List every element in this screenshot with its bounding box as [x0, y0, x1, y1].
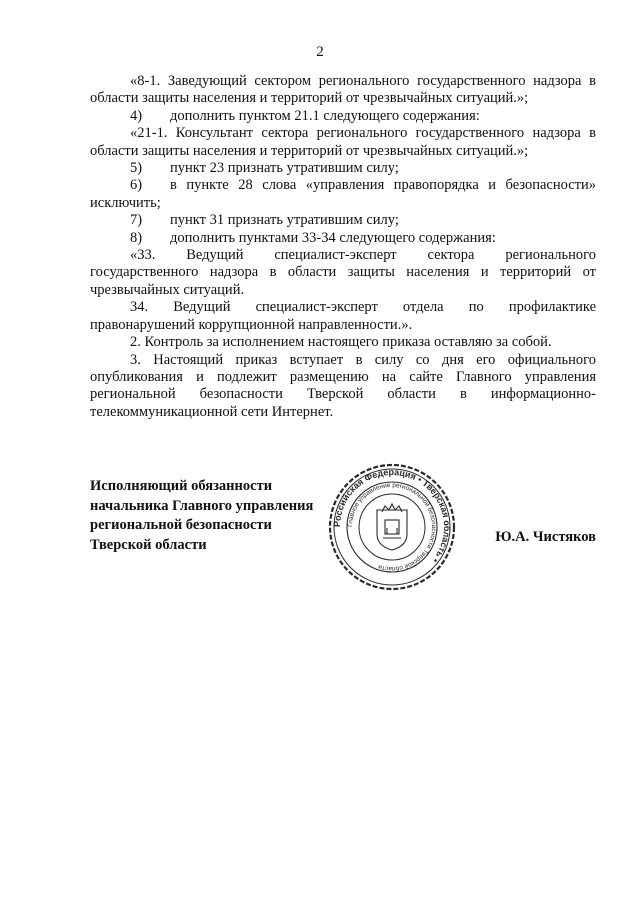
document-body [90, 73, 596, 421]
paragraph: «8-1. Заведующий сектором регионального государственного надзора в области защиты населения и территорий от чрезвычайных ситуаций.»; [90, 73, 596, 107]
paragraph: 2. Контроль за исполнением настоящего приказа оставляю за собой. [130, 334, 552, 351]
list-item [90, 160, 596, 177]
list-item [90, 212, 596, 229]
list-item [90, 177, 596, 194]
signatory-title-line: начальника Главного управления [90, 497, 314, 514]
paragraph: «21-1. Консультант сектора регионального государственного надзора в области защиты населения и территорий от чрезвычайных ситуаций.»; [90, 125, 596, 159]
paragraph-continuation: исключить; [90, 194, 161, 211]
signatory-title-line: Тверской области [90, 536, 207, 553]
paragraph: 34. Ведущий специалист-эксперт отдела по профилактике правонарушений коррупционной направленности.». [90, 299, 596, 333]
official-seal [327, 462, 457, 592]
list-item-number: 7) [130, 212, 143, 229]
list-item-number: 5) [130, 160, 143, 177]
signatory-title-line: региональной безопасности [90, 517, 272, 533]
signatory-title-line: Исполняющий обязанности [90, 478, 273, 494]
page-number: 2 [316, 44, 324, 60]
signatory-name: Ю.А. Чистяков [495, 529, 596, 545]
list-item-text: в пункте 28 слова «управления правопорядка и безопасности» [170, 177, 596, 194]
paragraph: 3. Настоящий приказ вступает в силу со дня его официального опубликования и подлежит размещению на сайте Главного управления региональной безопасности Тверской области в информационно-телекоммуникационной сети Интернет. [90, 351, 596, 420]
list-item-text: дополнить пунктами 33-34 следующего содержания: [170, 229, 496, 246]
list-item-number: 6) [130, 177, 143, 194]
paragraph: «33. Ведущий специалист-эксперт сектора регионального государственного надзора в области защиты населения и территорий от чрезвычайных ситуаций. [90, 247, 596, 298]
list-item-text: пункт 23 признать утратившим силу; [170, 160, 399, 177]
signatory-title [90, 477, 313, 555]
list-item-text: пункт 31 признать утратившим силу; [170, 212, 399, 229]
seal-outer-text: Российская Федерация • Тверская область • [331, 466, 453, 565]
seal-inner-text: Главное управление региональной безопасности Тверской области [346, 481, 438, 573]
coat-of-arms-icon [377, 504, 407, 550]
list-item [90, 230, 596, 247]
list-item-text: дополнить пунктом 21.1 следующего содержания: [170, 107, 480, 124]
list-item [90, 108, 596, 125]
list-item-number: 8) [130, 229, 143, 246]
list-item-number: 4) [130, 107, 143, 124]
